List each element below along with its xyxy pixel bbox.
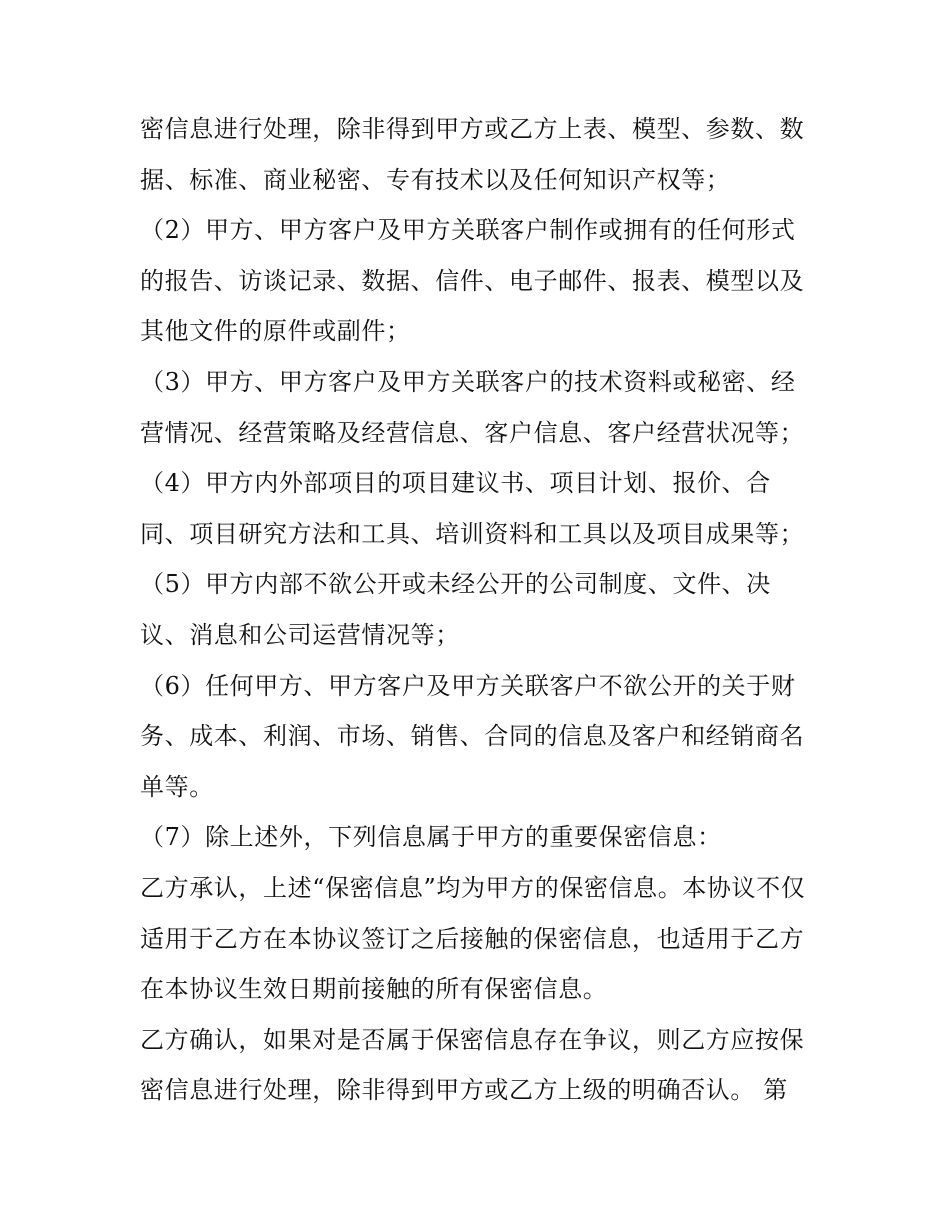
list-item-3-line: （3）甲方、甲方客户及甲方关联客户的技术资料或秘密、经 (140, 368, 796, 396)
list-item-6-line: 务、成本、利润、市场、销售、合同的信息及客户和经销商名 (140, 722, 805, 750)
acknowledgement-line: 适用于乙方在本协议签订之后接触的保密信息，也适用于乙方 (140, 925, 805, 953)
list-item-7-line: （7）除上述外，下列信息属于甲方的重要保密信息： (140, 823, 722, 851)
acknowledgement-line: 在本协议生效日期前接触的所有保密信息。 (140, 975, 608, 1003)
list-item-2-line: 其他文件的原件或副件； (140, 317, 411, 345)
list-item-4-line: （4）甲方内外部项目的项目建议书、项目计划、报价、合 (140, 469, 771, 497)
confirmation-line: 乙方确认，如果对是否属于保密信息存在争议，则乙方应按保 (140, 1026, 805, 1054)
list-item-2-line: 的报告、访谈记录、数据、信件、电子邮件、报表、模型以及 (140, 267, 805, 295)
list-item-6-line: （6）任何甲方、甲方客户及甲方关联客户不欲公开的关于财 (140, 672, 796, 700)
confirmation-line: 密信息进行处理，除非得到甲方或乙方上级的明确否认。 第 (140, 1076, 788, 1104)
list-item-4-line: 同、项目研究方法和工具、培训资料和工具以及项目成果等； (140, 520, 805, 548)
list-item-2-line: （2）甲方、甲方客户及甲方关联客户制作或拥有的任何形式 (140, 216, 796, 244)
paragraph-line: 密信息进行处理，除非得到甲方或乙方上表、模型、参数、数 (140, 115, 805, 143)
list-item-5-line: （5）甲方内部不欲公开或未经公开的公司制度、文件、决 (140, 570, 771, 598)
list-item-6-line: 单等。 (140, 773, 214, 801)
list-item-3-line: 营情况、经营策略及经营信息、客户信息、客户经营状况等； (140, 419, 805, 447)
list-item-5-line: 议、消息和公司运营情况等； (140, 621, 460, 649)
acknowledgement-line: 乙方承认，上述“保密信息”均为甲方的保密信息。本协议不仅 (140, 874, 806, 902)
paragraph-line: 据、标准、商业秘密、专有技术以及任何知识产权等； (140, 166, 731, 194)
